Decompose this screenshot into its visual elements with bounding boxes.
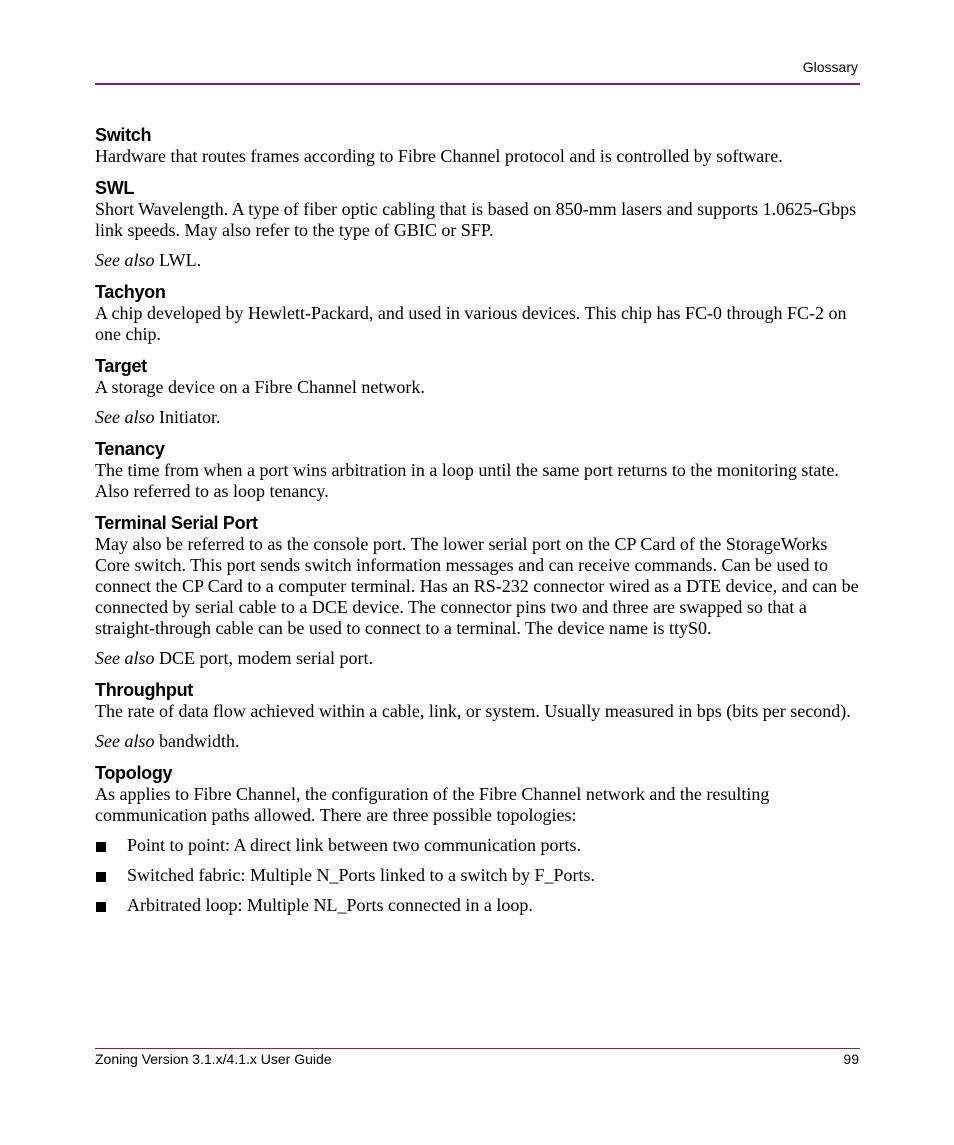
glossary-entry-tenancy — [95, 438, 860, 502]
footer-page-number: 99 — [843, 1051, 859, 1067]
glossary-entry-target — [95, 355, 860, 428]
glossary-term: Topology — [95, 763, 173, 783]
header-section-label: Glossary — [802, 59, 858, 75]
see-also-label: See also — [95, 648, 155, 668]
glossary-term: Terminal Serial Port — [95, 513, 258, 533]
see-also-line — [95, 648, 860, 669]
see-also-label: See also — [95, 731, 155, 751]
glossary-term: Tachyon — [95, 282, 166, 302]
glossary-entry-topology — [95, 762, 860, 916]
glossary-definition: The time from when a port wins arbitration in a loop until the same port returns to the monitoring state. Also referred to as loop tenancy. — [95, 460, 839, 501]
list-item-text: Switched fabric: Multiple N_Ports linked to a switch by F_Ports. — [127, 865, 595, 885]
footer-document-title: Zoning Version 3.1.x/4.1.x User Guide — [95, 1051, 332, 1067]
glossary-definition: A chip developed by Hewlett-Packard, and used in various devices. This chip has FC-0 through FC-2 on one chip. — [95, 303, 847, 344]
square-bullet-icon — [96, 842, 106, 852]
glossary-term: Switch — [95, 125, 152, 145]
glossary-definition: May also be referred to as the console port. The lower serial port on the CP Card of the StorageWorks Core switch. This port sends switch information messages and can receive commands. Can be used to connect the CP Card to a computer terminal. Has an RS-232 connector wired as a DTE device, and can be connected by serial cable to a DCE device. The connector pins two and three are swapped so that a straight-through cable can be used to connect to a terminal. The device name is ttyS0. — [95, 534, 859, 638]
topology-list — [95, 835, 860, 916]
square-bullet-icon — [96, 872, 106, 882]
glossary-term: SWL — [95, 178, 135, 198]
glossary-entry-terminal-serial-port — [95, 512, 860, 669]
see-also-line — [95, 731, 860, 752]
list-item — [95, 895, 860, 916]
list-item — [95, 865, 860, 886]
list-item-text: Point to point: A direct link between two communication ports. — [127, 835, 581, 855]
glossary-entry-switch — [95, 124, 860, 167]
footer-rule — [95, 1048, 860, 1049]
glossary-term: Tenancy — [95, 439, 165, 459]
glossary-definition: Short Wavelength. A type of fiber optic cabling that is based on 850-mm lasers and supports 1.0625-Gbps link speeds. May also refer to the type of GBIC or SFP. — [95, 199, 857, 240]
glossary-entry-swl — [95, 177, 860, 271]
glossary-definition: The rate of data flow achieved within a cable, link, or system. Usually measured in bps (bits per second). — [95, 701, 851, 721]
see-also-reference: LWL. — [154, 250, 202, 270]
glossary-term: Throughput — [95, 680, 193, 700]
see-also-line — [95, 250, 860, 271]
square-bullet-icon — [96, 902, 106, 912]
glossary-entry-throughput — [95, 679, 860, 752]
glossary-definition: A storage device on a Fibre Channel network. — [95, 377, 425, 397]
see-also-label: See also — [95, 407, 155, 427]
see-also-line — [95, 407, 860, 428]
glossary-definition: As applies to Fibre Channel, the configuration of the Fibre Channel network and the resulting communication paths allowed. There are three possible topologies: — [95, 784, 770, 825]
list-item-text: Arbitrated loop: Multiple NL_Ports connected in a loop. — [127, 895, 533, 915]
list-item — [95, 835, 860, 856]
header-rule — [95, 83, 860, 85]
glossary-definition: Hardware that routes frames according to Fibre Channel protocol and is controlled by software. — [95, 146, 783, 166]
glossary-entry-tachyon — [95, 281, 860, 345]
see-also-label: See also — [95, 250, 155, 270]
see-also-reference: DCE port, modem serial port. — [154, 648, 373, 668]
see-also-reference: Initiator. — [154, 407, 221, 427]
glossary-term: Target — [95, 356, 147, 376]
glossary-content — [95, 124, 860, 926]
see-also-reference: bandwidth. — [154, 731, 240, 751]
